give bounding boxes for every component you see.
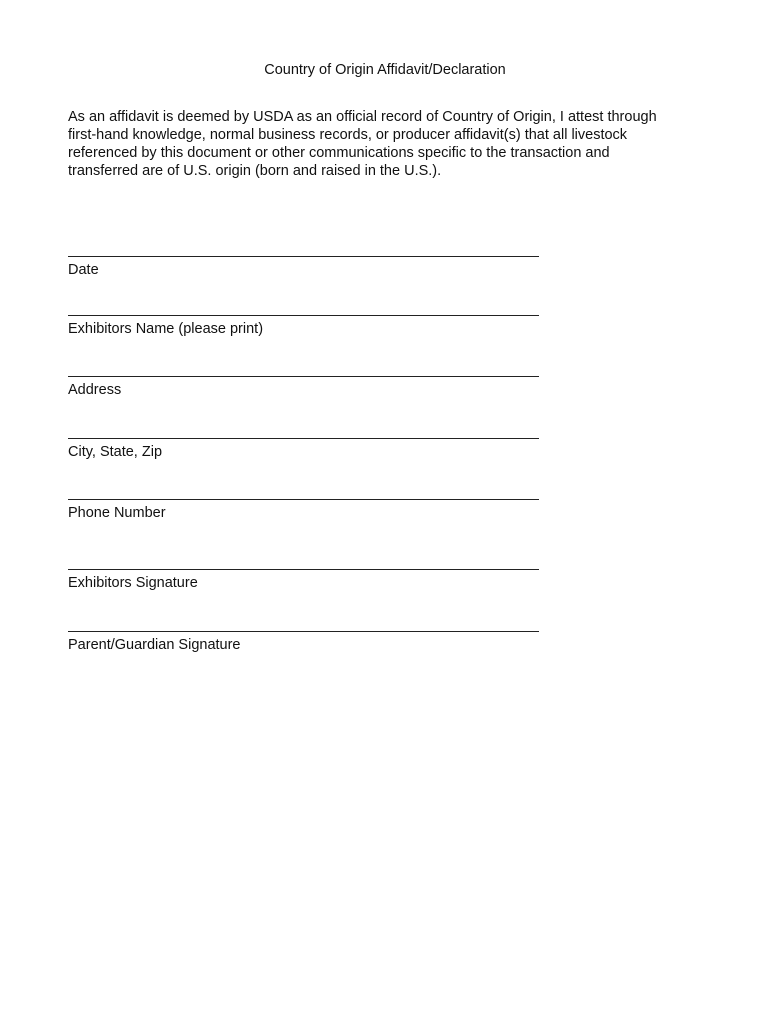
city-state-zip-field: [68, 438, 540, 461]
date-line[interactable]: [68, 256, 539, 257]
attestation-statement: [68, 108, 708, 180]
exhibitor-signature-line[interactable]: [68, 569, 539, 570]
exhibitor-name-field: [68, 315, 540, 338]
exhibitor-signature-field: [68, 569, 540, 592]
phone-number-label: Phone Number: [68, 505, 166, 521]
statement-line: transferred are of U.S. origin (born and raised in the U.S.).: [68, 163, 442, 179]
parent-guardian-signature-field: [68, 631, 540, 654]
parent-guardian-signature-line[interactable]: [68, 631, 539, 632]
exhibitor-name-line[interactable]: [68, 315, 539, 316]
statement-line: As an affidavit is deemed by USDA as an official record of Country of Origin, I attest through: [68, 109, 657, 125]
address-field: [68, 376, 540, 399]
phone-number-line[interactable]: [68, 499, 539, 500]
statement-line: first-hand knowledge, normal business records, or producer affidavit(s) that all livestock: [68, 127, 628, 143]
exhibitor-signature-label: Exhibitors Signature: [68, 575, 198, 591]
statement-line: referenced by this document or other communications specific to the transaction and: [68, 145, 610, 161]
date-label: Date: [68, 262, 99, 278]
address-line[interactable]: [68, 376, 539, 377]
parent-guardian-signature-label: Parent/Guardian Signature: [68, 637, 241, 653]
city-state-zip-label: City, State, Zip: [68, 444, 163, 460]
phone-number-field: [68, 499, 540, 522]
exhibitor-name-label: Exhibitors Name (please print): [68, 321, 264, 337]
document-title: Country of Origin Affidavit/Declaration: [264, 62, 506, 78]
city-state-zip-line[interactable]: [68, 438, 539, 439]
date-field: [68, 256, 540, 279]
address-label: Address: [68, 382, 122, 398]
